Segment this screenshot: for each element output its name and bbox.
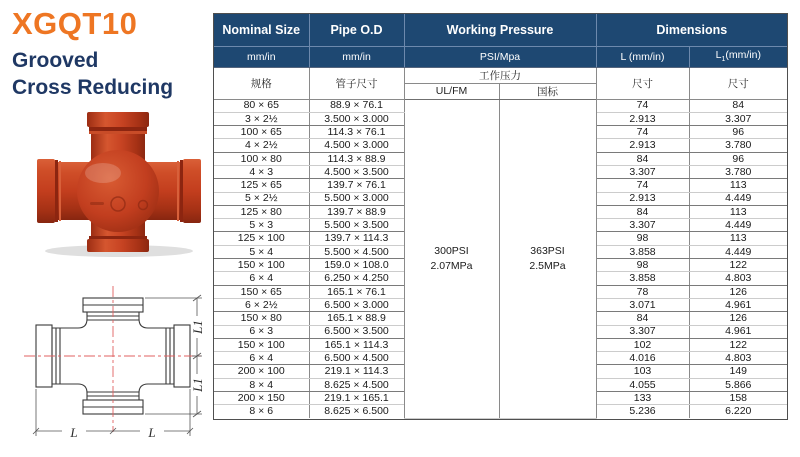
pressure-unit: PSI/Mpa xyxy=(404,46,596,67)
dim-l-cell: 3.071 xyxy=(596,298,689,311)
pipe-od-cell: 159.0 × 108.0 xyxy=(309,259,404,272)
col-header-nominal-size: Nominal Size xyxy=(214,14,309,46)
nominal-size-cell: 125 × 80 xyxy=(214,205,309,218)
nominal-size-cell: 125 × 65 xyxy=(214,179,309,192)
dim-l1-cell: 4.449 xyxy=(689,245,787,258)
dim-l1-cell: 122 xyxy=(689,259,787,272)
dim-l-cell: 98 xyxy=(596,232,689,245)
dim-l1-cell: 122 xyxy=(689,338,787,351)
dim-l-cell: 4.016 xyxy=(596,352,689,365)
dim-l1-cell: 84 xyxy=(689,99,787,112)
dim-l1-cn: 尺寸 xyxy=(689,67,787,99)
nominal-size-cell: 150 × 80 xyxy=(214,312,309,325)
dim-l-cell: 102 xyxy=(596,338,689,351)
dim-label-l-left: L xyxy=(70,425,78,440)
pipe-od-cell: 88.9 × 76.1 xyxy=(309,99,404,112)
dim-l1-cell: 6.220 xyxy=(689,405,787,418)
nominal-size-cell: 4 × 2½ xyxy=(214,139,309,152)
pipe-od-cell: 4.500 × 3.000 xyxy=(309,139,404,152)
product-name-line2: Cross Reducing xyxy=(12,76,174,99)
cert-gb: 国标 xyxy=(499,83,596,99)
dim-l-cell: 74 xyxy=(596,179,689,192)
dim-l1-cell: 5.866 xyxy=(689,378,787,391)
cross-dimension-drawing xyxy=(16,268,212,452)
pipe-od-cell: 219.1 × 165.1 xyxy=(309,392,404,405)
nominal-size-cell: 5 × 2½ xyxy=(214,192,309,205)
header-row-units xyxy=(214,46,787,67)
col-header-pipe-od: Pipe O.D xyxy=(309,14,404,46)
col-header-working-pressure: Working Pressure xyxy=(404,14,596,46)
dim-l-cell: 84 xyxy=(596,152,689,165)
product-name xyxy=(12,47,173,101)
pipe-od-cell: 219.1 × 114.3 xyxy=(309,365,404,378)
pipe-od-cell: 165.1 × 88.9 xyxy=(309,312,404,325)
dim-l1-cell: 4.961 xyxy=(689,325,787,338)
cert-ulfm: UL/FM xyxy=(404,83,499,99)
header-row-cn xyxy=(214,67,787,83)
nominal-size-cell: 200 × 100 xyxy=(214,365,309,378)
dim-l-cell: 2.913 xyxy=(596,112,689,125)
dim-label-l1-lower: L1 xyxy=(190,378,205,392)
nominal-size-cell: 100 × 80 xyxy=(214,152,309,165)
pipe-od-cell: 8.625 × 6.500 xyxy=(309,405,404,418)
dim-l-cell: 3.307 xyxy=(596,219,689,232)
table-row xyxy=(214,99,787,112)
pipe-od-cell: 165.1 × 76.1 xyxy=(309,285,404,298)
left-panel xyxy=(0,0,213,453)
dim-l1-cell: 96 xyxy=(689,126,787,139)
nominal-size-cell: 6 × 4 xyxy=(214,352,309,365)
nominal-size-unit: mm/in xyxy=(214,46,309,67)
nominal-size-cell: 3 × 2½ xyxy=(214,112,309,125)
dim-l-cell: 84 xyxy=(596,312,689,325)
col-header-dimensions: Dimensions xyxy=(596,14,787,46)
nominal-size-cell: 150 × 100 xyxy=(214,259,309,272)
pipe-od-cell: 165.1 × 114.3 xyxy=(309,338,404,351)
spec-table-body xyxy=(214,99,787,418)
dim-l1-cell: 113 xyxy=(689,179,787,192)
dim-l1-cell: 126 xyxy=(689,285,787,298)
dim-l-cell: 3.307 xyxy=(596,165,689,178)
dim-l1-cell: 3.307 xyxy=(689,112,787,125)
cross-fitting-photo-illustration xyxy=(33,100,205,258)
product-name-line1: Grooved xyxy=(12,49,99,72)
pipe-od-cell: 5.500 × 4.500 xyxy=(309,245,404,258)
dim-l1-cell: 4.803 xyxy=(689,352,787,365)
dim-l-cell: 74 xyxy=(596,126,689,139)
dim-l1-cell: 96 xyxy=(689,152,787,165)
product-photo xyxy=(33,100,205,258)
nominal-size-cell: 6 × 3 xyxy=(214,325,309,338)
pipe-od-cell: 5.500 × 3.000 xyxy=(309,192,404,205)
dim-label-l1-upper: L1 xyxy=(190,320,205,334)
technical-drawing xyxy=(16,268,212,452)
pipe-od-cn: 管子尺寸 xyxy=(309,67,404,99)
pipe-od-cell: 6.500 × 3.000 xyxy=(309,298,404,311)
pipe-od-cell: 114.3 × 76.1 xyxy=(309,126,404,139)
dim-l1-cell: 113 xyxy=(689,205,787,218)
dim-l1-cell: 4.449 xyxy=(689,219,787,232)
nominal-size-cell: 6 × 4 xyxy=(214,272,309,285)
pressure-ulfm-cell: 300PSI 2.07MPa xyxy=(404,99,499,418)
pipe-od-cell: 6.250 × 4.250 xyxy=(309,272,404,285)
nominal-size-cell: 150 × 65 xyxy=(214,285,309,298)
dim-l1-unit: $L_1(mm/in)$ xyxy=(689,46,787,67)
nominal-size-cell: 125 × 100 xyxy=(214,232,309,245)
dim-l-cell: 84 xyxy=(596,205,689,218)
nominal-size-cell: 8 × 4 xyxy=(214,378,309,391)
dim-l-cell: 3.858 xyxy=(596,272,689,285)
dim-l-cn: 尺寸 xyxy=(596,67,689,99)
spec-table xyxy=(214,14,787,419)
dim-l-cell: 2.913 xyxy=(596,139,689,152)
dim-l1-cell: 4.803 xyxy=(689,272,787,285)
dim-l-cell: 2.913 xyxy=(596,192,689,205)
dim-l-cell: 4.055 xyxy=(596,378,689,391)
dim-l1-cell: 158 xyxy=(689,392,787,405)
dim-l-cell: 3.307 xyxy=(596,325,689,338)
dim-l1-cell: 3.780 xyxy=(689,139,787,152)
dim-l-unit: L (mm/in) xyxy=(596,46,689,67)
dim-l-cell: 74 xyxy=(596,99,689,112)
pipe-od-cell: 114.3 × 88.9 xyxy=(309,152,404,165)
pipe-od-cell: 139.7 × 76.1 xyxy=(309,179,404,192)
nominal-size-cell: 100 × 65 xyxy=(214,126,309,139)
nominal-size-cell: 5 × 4 xyxy=(214,245,309,258)
nominal-size-cell: 80 × 65 xyxy=(214,99,309,112)
dim-l1-cell: 3.780 xyxy=(689,165,787,178)
pipe-od-cell: 6.500 × 4.500 xyxy=(309,352,404,365)
dim-l1-cell: 4.961 xyxy=(689,298,787,311)
pipe-od-cell: 139.7 × 114.3 xyxy=(309,232,404,245)
dim-l1-cell: 4.449 xyxy=(689,192,787,205)
pressure-gb-cell: 363PSI 2.5MPa xyxy=(499,99,596,418)
nominal-size-cell: 200 × 150 xyxy=(214,392,309,405)
dim-l-cell: 98 xyxy=(596,259,689,272)
pipe-od-cell: 5.500 × 3.500 xyxy=(309,219,404,232)
nominal-size-cell: 8 × 6 xyxy=(214,405,309,418)
nominal-size-cell: 6 × 2½ xyxy=(214,298,309,311)
dim-l1-cell: 113 xyxy=(689,232,787,245)
nominal-size-cell: 4 × 3 xyxy=(214,165,309,178)
pipe-od-cell: 3.500 × 3.000 xyxy=(309,112,404,125)
dim-l-cell: 5.236 xyxy=(596,405,689,418)
pipe-od-cell: 4.500 × 3.500 xyxy=(309,165,404,178)
nominal-size-cell: 5 × 3 xyxy=(214,219,309,232)
header-row-1 xyxy=(214,14,787,46)
dim-label-l-right: L xyxy=(148,425,156,440)
dim-l1-cell: 149 xyxy=(689,365,787,378)
dim-l-cell: 103 xyxy=(596,365,689,378)
spec-table-wrap xyxy=(213,13,788,420)
product-code: XGQT10 xyxy=(12,6,138,41)
pipe-od-cell: 139.7 × 88.9 xyxy=(309,205,404,218)
dim-l-cell: 133 xyxy=(596,392,689,405)
dim-l-cell: 3.858 xyxy=(596,245,689,258)
pipe-od-cell: 8.625 × 4.500 xyxy=(309,378,404,391)
pipe-od-unit: mm/in xyxy=(309,46,404,67)
dim-l1-cell: 126 xyxy=(689,312,787,325)
nominal-size-cell: 150 × 100 xyxy=(214,338,309,351)
pipe-od-cell: 6.500 × 3.500 xyxy=(309,325,404,338)
nominal-size-cn: 规格 xyxy=(214,67,309,99)
pressure-cn: 工作压力 xyxy=(404,67,596,83)
dim-l-cell: 78 xyxy=(596,285,689,298)
